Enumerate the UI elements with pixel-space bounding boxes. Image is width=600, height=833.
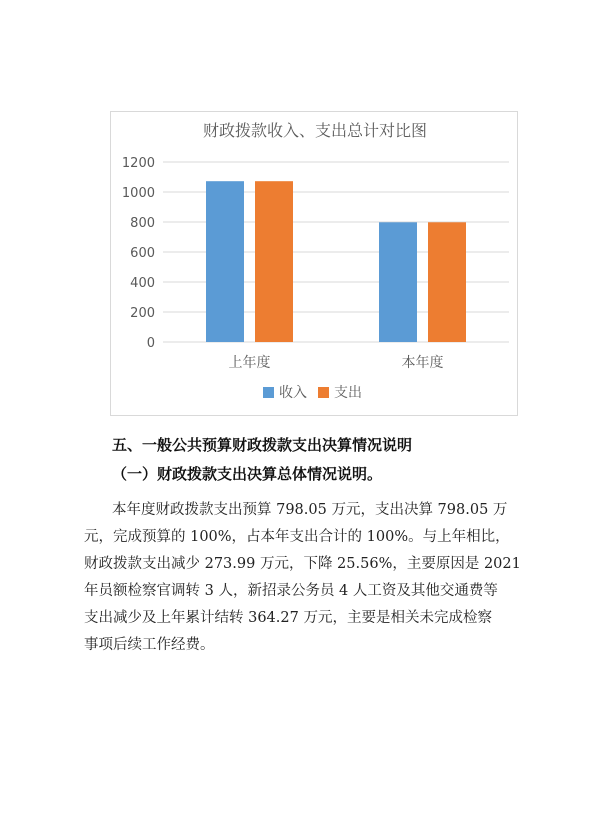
y-tick-label: 0 — [146, 336, 155, 351]
paragraph-line: 本年度财政拨款支出预算 798.05 万元，支出决算 798.05 万 — [112, 502, 508, 518]
chart-container — [110, 111, 518, 416]
legend-swatch — [263, 387, 274, 398]
legend-label: 收入 — [279, 385, 307, 401]
sub-heading: （一）财政拨款支出决算总体情况说明。 — [112, 465, 383, 483]
paragraph-line: 财政拨款支出减少 273.99 万元，下降 25.56%，主要原因是 2021 — [84, 556, 521, 572]
y-tick-label: 1000 — [121, 186, 155, 201]
legend-swatch — [318, 387, 329, 398]
x-tick-label: 上年度 — [228, 355, 271, 371]
section-heading: 五、一般公共预算财政拨款支出决算情况说明 — [112, 436, 413, 454]
paragraph-line: 年员额检察官调转 3 人，新招录公务员 4 人工资及其他交通费等 — [84, 583, 498, 599]
chart-title: 财政拨款收入、支出总计对比图 — [202, 121, 428, 140]
bar-支出 — [428, 222, 466, 342]
paragraph-line: 支出减少及上年累计结转 364.27 万元，主要是相关未完成检察 — [84, 610, 492, 626]
body-paragraph — [84, 497, 524, 659]
x-tick-label: 本年度 — [401, 355, 444, 371]
bar-收入 — [379, 222, 417, 342]
paragraph-line: 元，完成预算的 100%，占本年支出合计的 100%。与上年相比， — [84, 529, 510, 545]
y-tick-label: 800 — [130, 216, 155, 231]
y-tick-label: 1200 — [121, 156, 155, 171]
bar-chart — [111, 112, 519, 417]
bar-支出 — [255, 181, 293, 342]
paragraph-line: 事项后续工作经费。 — [84, 637, 215, 653]
y-tick-label: 200 — [130, 306, 155, 321]
y-tick-label: 600 — [130, 246, 155, 261]
y-tick-label: 400 — [130, 276, 155, 291]
bar-收入 — [206, 181, 244, 342]
legend-label: 支出 — [334, 385, 362, 401]
